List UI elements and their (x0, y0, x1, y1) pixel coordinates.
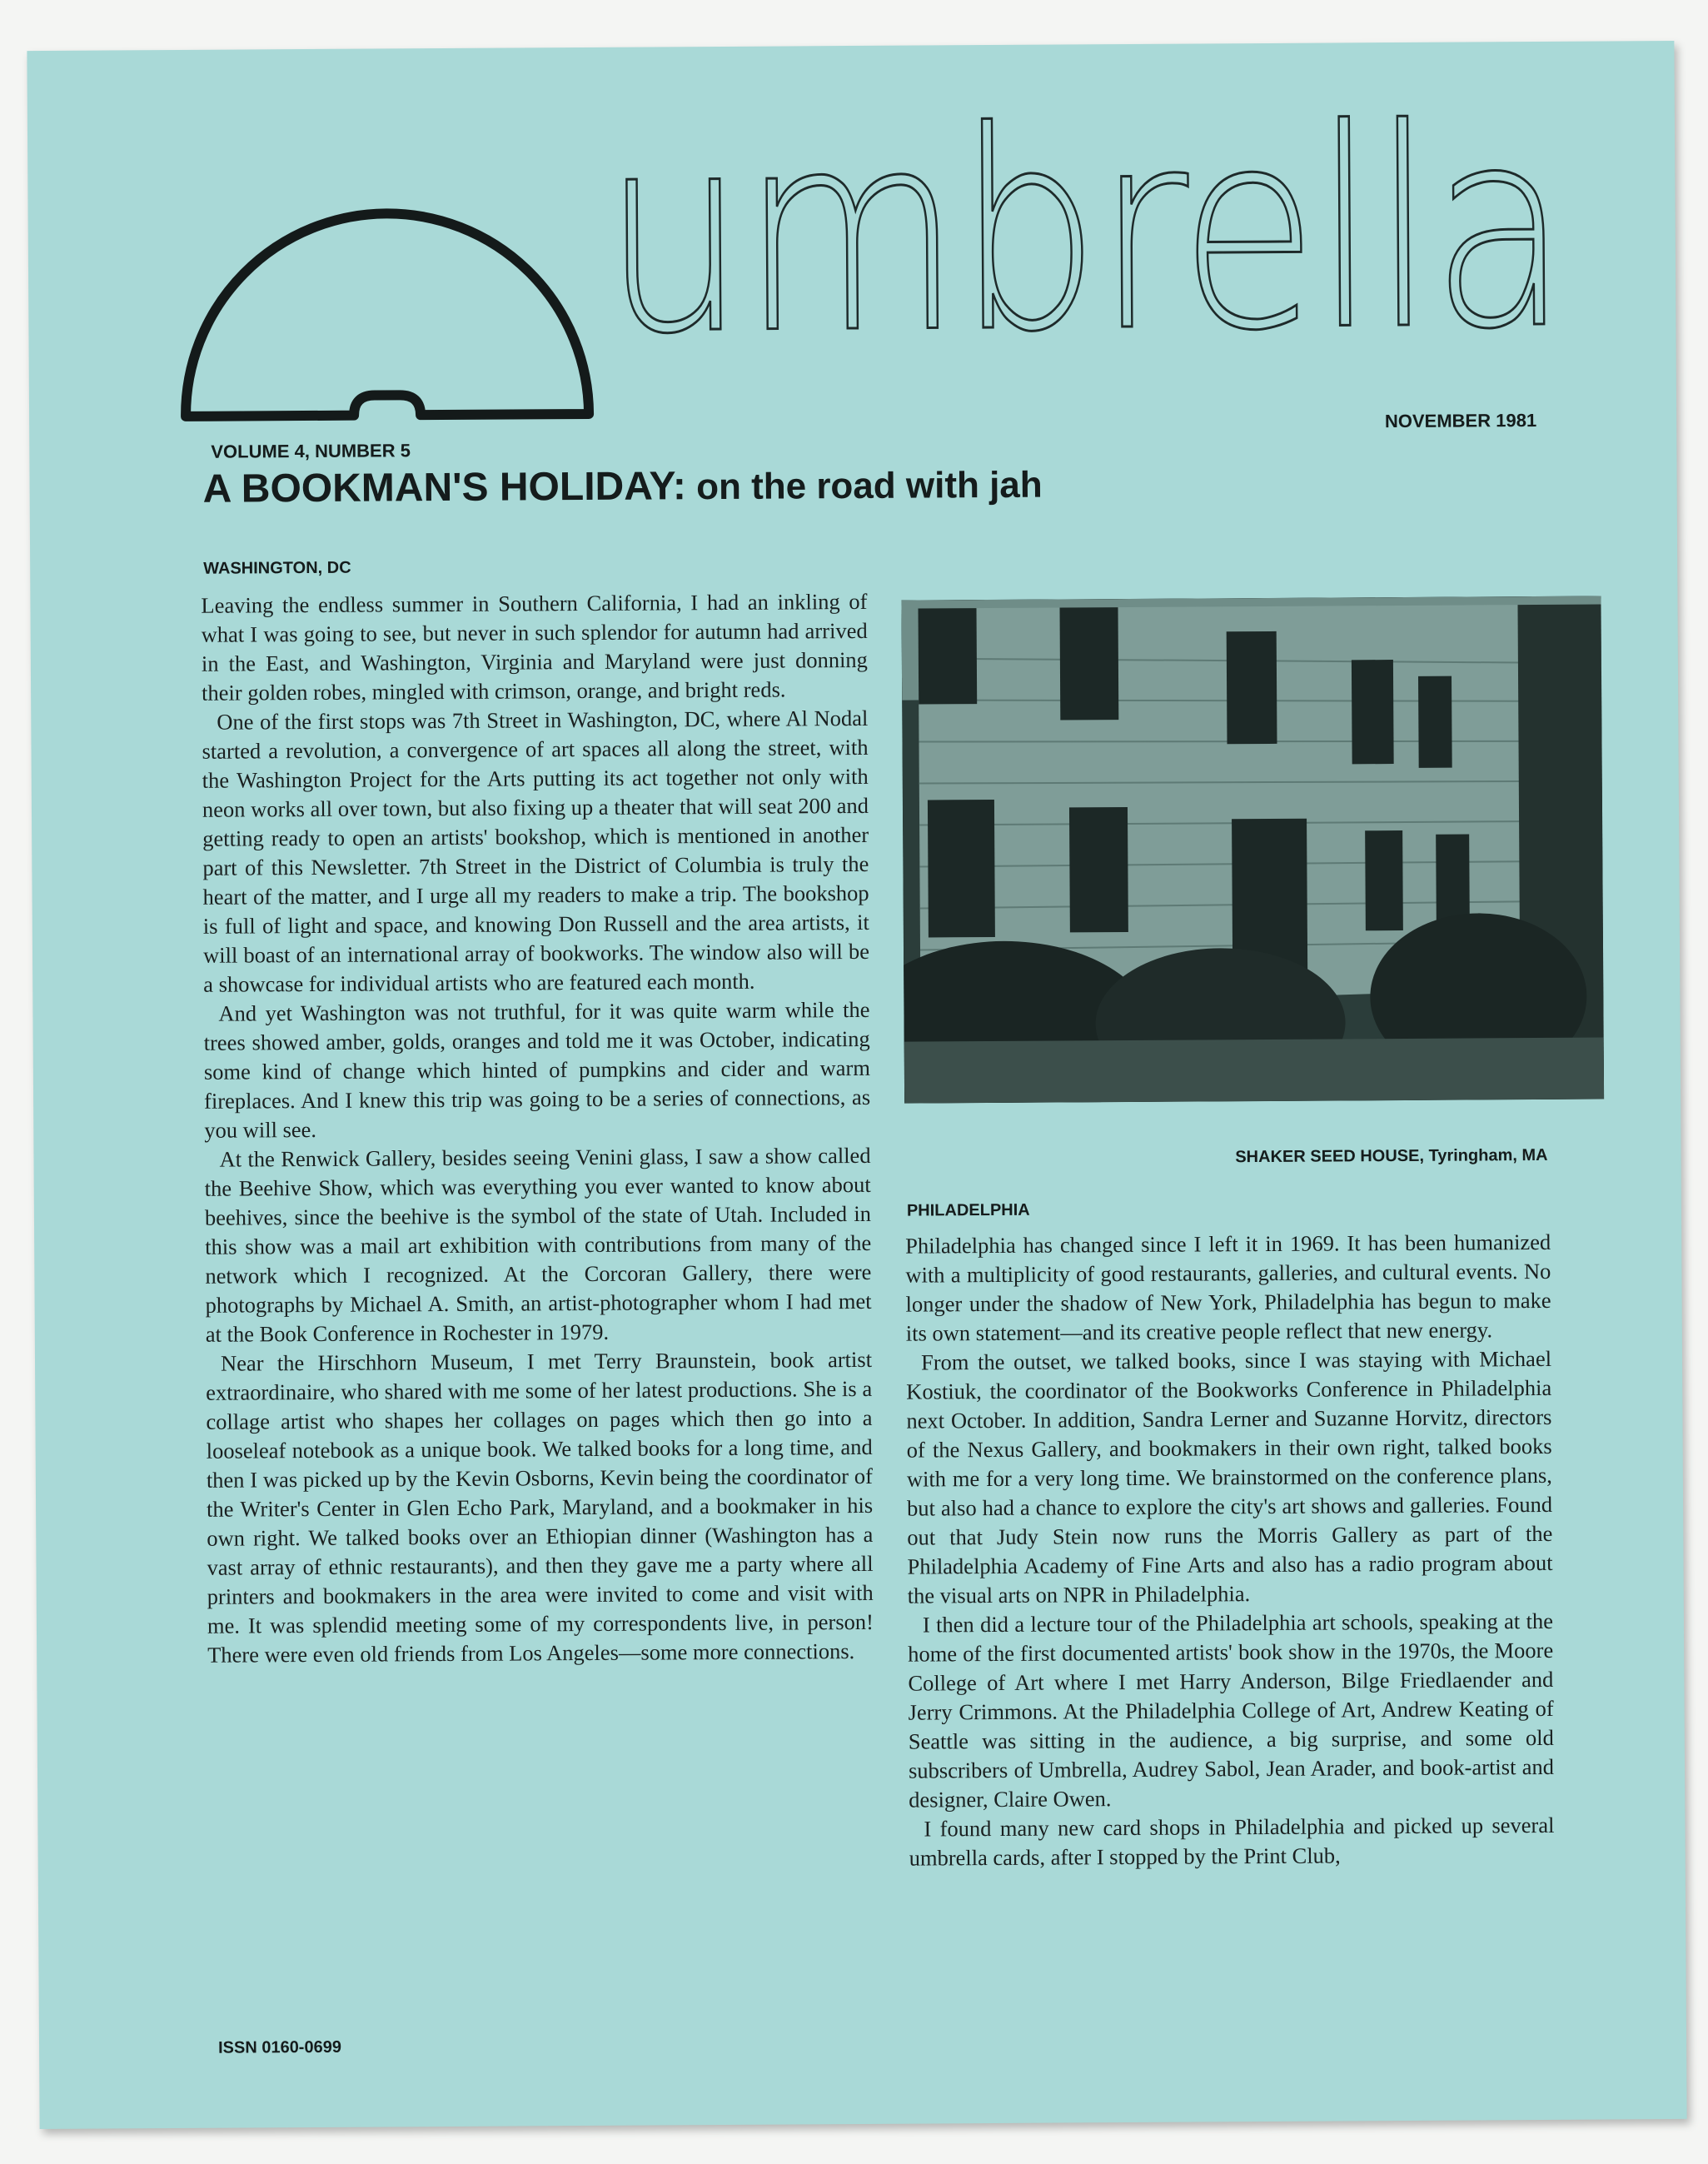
issue-date: NOVEMBER 1981 (1384, 409, 1537, 432)
paragraph: One of the first stops was 7th Street in Washington, DC, where Al Nodal started a revolution, a convergence of art spaces all along the street, with the Washington Project for the Arts putting its act together not only with neon works all over town, but also fixing up a theater that will seat 200 and getting ready to open an artists' bookshop, which is mentioned in another part of this Newsletter. 7th Street in the District of Columbia is truly the heart of the matter, and I urge all my readers to make a trip. The bookshop is full of light and space, and knowing Don Russell and the area artists, it will boast of an international array of bookworks. The window also will be a showcase for individual artists who are featured each month. (202, 705, 870, 997)
issn-number: ISSN 0160-0699 (217, 2037, 342, 2057)
paragraph: Leaving the endless summer in Southern California, I had an inkling of what I was going to see, but never in such splendor for autumn had arrived in the East, and Washington, Virginia and Maryland were just donning their golden robes, mingled with crimson, orange, and bright reds. (201, 588, 868, 706)
umbrella-logo-icon (169, 181, 604, 441)
paragraph: From the outset, we talked books, since I was staying with Michael Kostiuk, the coordinator of the Bookworks Conference in Philadelphia next October. In addition, Sandra Lerner and Suzanne Horvitz, directors of the Nexus Gallery, and bookmakers in their own right, talked books with me for a very long time. We brainstormed on the conference plans, but also had a chance to explore the city's art shows and galleries. Found out that Judy Stein now runs the Morris Gallery as part of the Philadelphia Academy of Fine Arts and also has a radio program about the visual arts on NPR in Philadelphia. (906, 1345, 1553, 1608)
headline-main: A BOOKMAN'S HOLIDAY: (202, 464, 687, 511)
paragraph: I then did a lecture tour of the Philadelphia art schools, speaking at the home of the first documented artists' book show in the 1970s, the Moore College of Art where I met Harry Anderson, Bilge Friedlaender and Jerry Crimmons. At the Philadelphia College of Art, Andrew Keating of Seattle was sitting in the audience, a big surprise, and some old subscribers of Umbrella, Audrey Sabol, Jean Arader, and book-artist and designer, Claire Owen. (908, 1608, 1555, 1812)
paragraph: Near the Hirschhorn Museum, I met Terry Braunstein, book artist extraordinaire, who shared with me some of her latest productions. She is a collage artist who shapes her collages on pages which then go into a looseleaf notebook as a unique book. We talked books for a long time, and then I was picked up by the Kevin Osborns, Kevin being the coordinator of the Writer's Center in Glen Echo Park, Maryland, and a bookmaker in his own right. We talked books over an Ethiopian dinner (Washington has a vast array of ethnic restaurants), and then they gave me a party where all printers and bookmakers in the area were invited to come and visit with me. It was splendid meeting some of my correspondents live, in person! There were even old friends from Los Angeles—some more connections. (206, 1346, 874, 1668)
section-heading-washington: WASHINGTON, DC (203, 558, 351, 578)
photo-caption: SHAKER SEED HOUSE, Tyringham, MA (1235, 1145, 1548, 1167)
issue-volume: VOLUME 4, NUMBER 5 (211, 440, 411, 462)
article-headline (202, 461, 1042, 512)
section-heading-philadelphia: PHILADELPHIA (906, 1200, 1030, 1220)
headline-sub: on the road with jah (685, 464, 1043, 508)
shaker-seed-house-photo (901, 596, 1604, 1104)
masthead-title: umbrella (601, 68, 1566, 395)
newsletter-page (27, 41, 1686, 2129)
paragraph: Philadelphia has changed since I left it in 1969. It has been humanized with a multiplicity of good restaurants, galleries, and cultural events. No longer under the shadow of New York, Philadelphia has begun to make its own statement—and its creative people reflect that new energy. (905, 1229, 1551, 1346)
article-column-left (201, 587, 874, 1670)
paragraph: At the Renwick Gallery, besides seeing Venini glass, I saw a show called the Beehive Show, which was everything you ever wanted to know about beehives, since the beehive is the symbol of the state of Utah. Included in this show was a mail art exhibition with contributions from many of the network which I recognized. At the Corcoran Gallery, there were photographs by Michael A. Smith, an artist-photographer whom I had met at the Book Conference in Rochester in 1979. (204, 1142, 872, 1347)
paragraph: And yet Washington was not truthful, for it was quite warm while the trees showed amber, golds, oranges and told me it was October, indicating some kind of change which hinted of pumpkins and cider and warm fireplaces. And I knew this trip was going to be a series of connections, as you will see. (203, 996, 871, 1143)
article-column-right (905, 1228, 1555, 1873)
paragraph: I found many new card shops in Philadelphia and picked up several umbrella cards, after I stopped by the Print Club, (909, 1812, 1555, 1871)
